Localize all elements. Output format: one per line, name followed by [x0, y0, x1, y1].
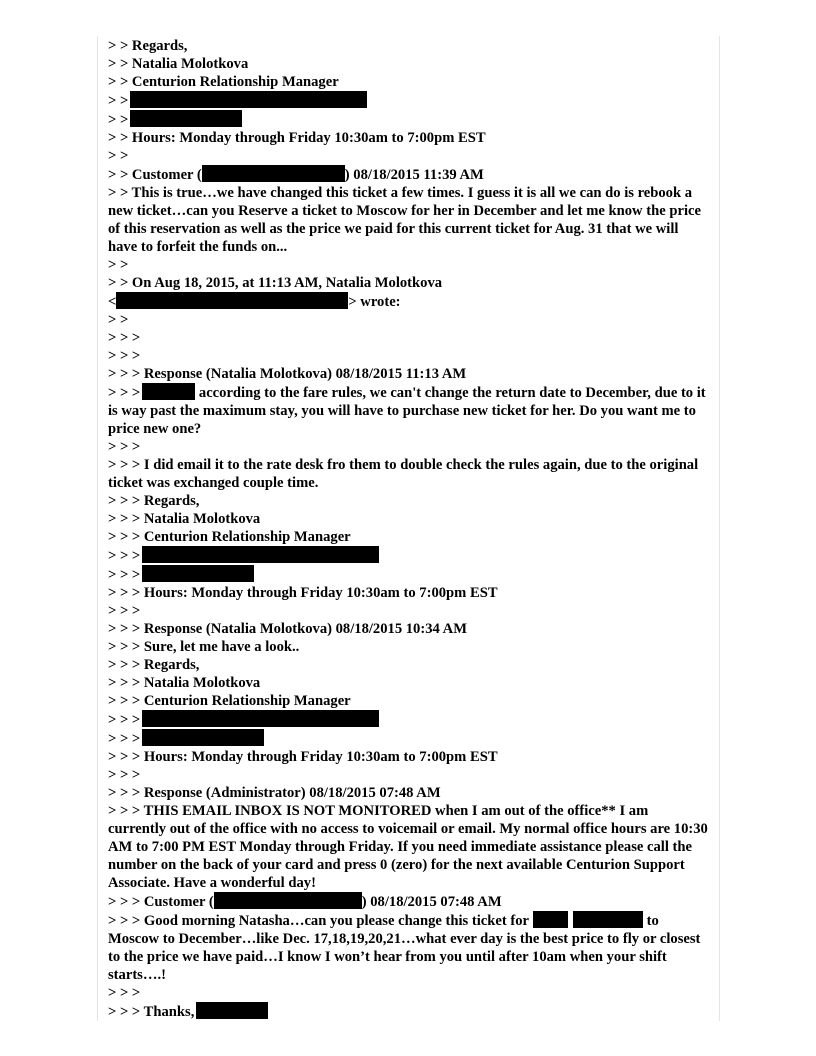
response-text: according to the fare rules, we can't change the return date to December, due to it is way past the maximum stay, you will have to purchase new ticket for her. Do you want me to price new one? [108, 385, 710, 437]
text-line: > > > Centurion Relationship Manager [108, 693, 351, 709]
customer-header-start: > > Customer ( [108, 167, 202, 183]
redaction-block [142, 546, 379, 563]
redaction-block [130, 91, 367, 108]
text-line: > > Natalia Molotkova [108, 56, 249, 72]
text-line: > > > [108, 985, 141, 1001]
text-line: > > > Response (Natalia Molotkova) 08/18/2015 10:34 AM [108, 621, 467, 637]
text-line [108, 546, 708, 565]
text-line: > > > Sure, let me have a look.. [108, 639, 300, 655]
quote-prefix: > > > [108, 548, 141, 564]
text-line: > > > [108, 767, 141, 783]
text-line [108, 91, 708, 110]
redaction-block [533, 911, 568, 928]
redaction-block [142, 710, 379, 727]
text-line: > > > Hours: Monday through Friday 10:30am to 7:00pm EST [108, 585, 498, 601]
text-line [108, 565, 708, 584]
quote-prefix: > > [108, 93, 129, 109]
text-paragraph [108, 911, 708, 984]
customer-header-end: ) 08/18/2015 07:48 AM [361, 894, 502, 910]
request-text-start: > > > Good morning Natasha…can you please change this ticket for [108, 913, 530, 929]
text-line: > > > Regards, [108, 657, 200, 673]
redaction-block [196, 1002, 268, 1019]
text-line [108, 292, 708, 311]
text-line: > > Centurion Relationship Manager [108, 74, 339, 90]
text-line: > > > [108, 439, 141, 455]
text-line: > > > [108, 348, 141, 364]
text-line: > > > [108, 603, 141, 619]
text-line [108, 110, 708, 129]
quote-prefix: > > > [108, 567, 141, 583]
text-line: > > > Regards, [108, 493, 200, 509]
text-paragraph: > > > THIS EMAIL INBOX IS NOT MONITORED when I am out of the office** I am currently out of the office with no access to voicemail or email. My normal office hours are 10:30 AM to 7:00 PM EST Monday through Friday. If you need immediate assistance please call the number on the back of your card and press 0 (zero) for the next available Centurion Support Associate. Have a wonderful day! [108, 803, 711, 891]
text-line: > > > Response (Natalia Molotkova) 08/18/2015 11:13 AM [108, 366, 467, 382]
redaction-block [214, 892, 362, 909]
text-line: > > > Natalia Molotkova [108, 675, 261, 691]
page-margin-line-left [97, 36, 98, 1021]
text-line [108, 710, 708, 729]
text-line [108, 729, 708, 748]
customer-header-end: ) 08/18/2015 11:39 AM [344, 167, 484, 183]
email-thread-document [108, 37, 711, 1021]
text-paragraph [108, 383, 708, 438]
redaction-block [202, 165, 345, 182]
quote-prefix: > > > [108, 712, 141, 728]
page-margin-line-right [719, 36, 720, 1021]
redaction-block [116, 292, 348, 309]
quote-prefix: > > > [108, 731, 141, 747]
text-line: > > [108, 257, 129, 273]
text-line: > > On Aug 18, 2015, at 11:13 AM, Natalia Molotkova [108, 275, 443, 291]
text-line: > > [108, 148, 129, 164]
text-line: > > > Response (Administrator) 08/18/2015 07:48 AM [108, 785, 441, 801]
wrote-label: > wrote: [348, 294, 401, 310]
quote-prefix: > > [108, 112, 129, 128]
text-line [108, 165, 708, 184]
email-bracket-open: < [108, 294, 117, 310]
text-line: > > [108, 312, 129, 328]
redaction-block [142, 565, 254, 582]
text-paragraph: > > This is true…we have changed this ticket a few times. I guess it is all we can do is rebook a new ticket…can you Reserve a ticket to Moscow for her in December and let me know the price of this reservation as well as the price we paid for this current ticket for Aug. 31 that we will have to forfeit the funds on... [108, 185, 705, 255]
text-line: > > Regards, [108, 38, 188, 54]
redaction-block [573, 911, 643, 928]
redaction-block [130, 110, 242, 127]
text-line: > > Hours: Monday through Friday 10:30am to 7:00pm EST [108, 130, 486, 146]
quote-prefix: > > > [108, 385, 141, 401]
text-line: > > > Centurion Relationship Manager [108, 529, 351, 545]
redaction-block [142, 729, 264, 746]
thanks-label: > > > Thanks, [108, 1004, 195, 1020]
text-line [108, 892, 708, 911]
text-line: > > > Hours: Monday through Friday 10:30am to 7:00pm EST [108, 749, 498, 765]
redaction-block [142, 383, 195, 400]
text-line [108, 1002, 708, 1021]
text-line: > > > [108, 330, 141, 346]
text-paragraph: > > > I did email it to the rate desk fro them to double check the rules again, due to the original ticket was exchanged couple time. [108, 457, 702, 491]
text-line: > > > Natalia Molotkova [108, 511, 261, 527]
request-text-end: to Moscow to December…like Dec. 17,18,19,20,21…what ever day is the best price to fly or closest to the price we have paid…I know I won’t hear from you until after 10am when your shift starts….! [108, 913, 705, 983]
customer-header-start: > > > Customer ( [108, 894, 214, 910]
